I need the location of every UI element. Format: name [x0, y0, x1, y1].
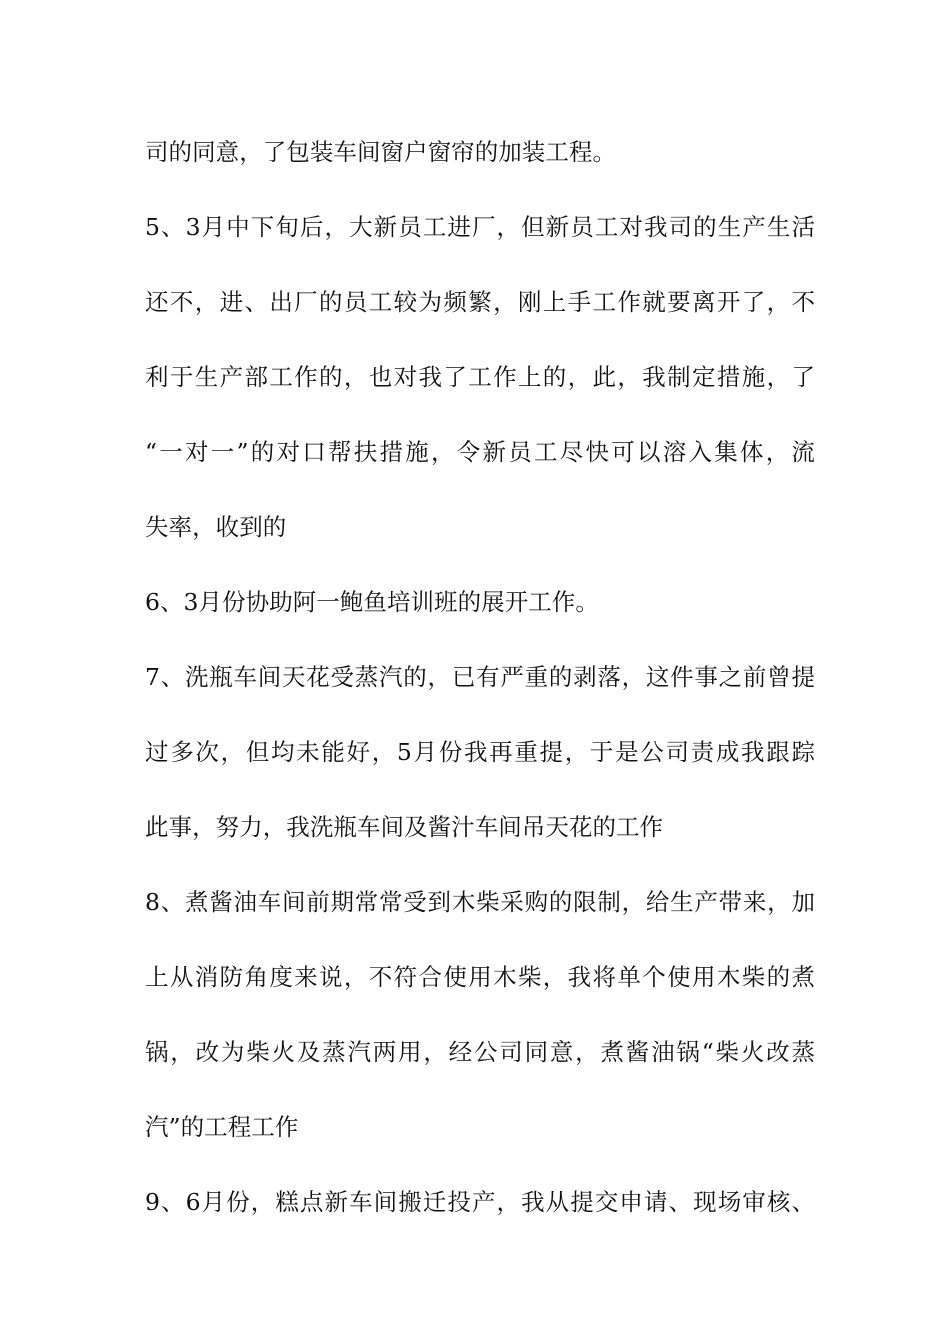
text-line: 6、3月份协助阿一鲍鱼培训班的展开工作。: [145, 588, 599, 616]
text-line: “一对一”的对口帮扶措施，令新员工尽快可以溶入集体，流: [145, 438, 815, 466]
text-line: 此事，努力，我洗瓶车间及酱汁车间吊天花的工作: [145, 813, 664, 841]
text-line: 汽”的工程工作: [145, 1113, 299, 1141]
text-line: 失率，收到的: [145, 513, 287, 541]
text-line: 5、3月中下旬后，大新员工进厂，但新员工对我司的生产生活: [145, 213, 815, 241]
text-line: 锅，改为柴火及蒸汽两用，经公司同意，煮酱油锅“柴火改蒸: [145, 1038, 815, 1066]
text-line: 7、洗瓶车间天花受蒸汽的，已有严重的剥落，这件事之前曾提: [145, 663, 815, 691]
text-line: 过多次，但均未能好，5月份我再重提，于是公司责成我跟踪: [145, 738, 815, 766]
text-line: 利于生产部工作的，也对我了工作上的，此，我制定措施，了: [145, 363, 815, 391]
text-line: 上从消防角度来说，不符合使用木柴，我将单个使用木柴的煮: [145, 963, 815, 991]
text-line: 9、6月份，糕点新车间搬迁投产，我从提交申请、现场审核、: [145, 1188, 815, 1216]
text-line: 司的同意，了包装车间窗户窗帘的加装工程。: [145, 138, 616, 166]
text-line: 8、煮酱油车间前期常常受到木柴采购的限制，给生产带来，加: [145, 888, 815, 916]
text-line: 还不，进、出厂的员工较为频繁，刚上手工作就要离开了，不: [145, 288, 815, 316]
